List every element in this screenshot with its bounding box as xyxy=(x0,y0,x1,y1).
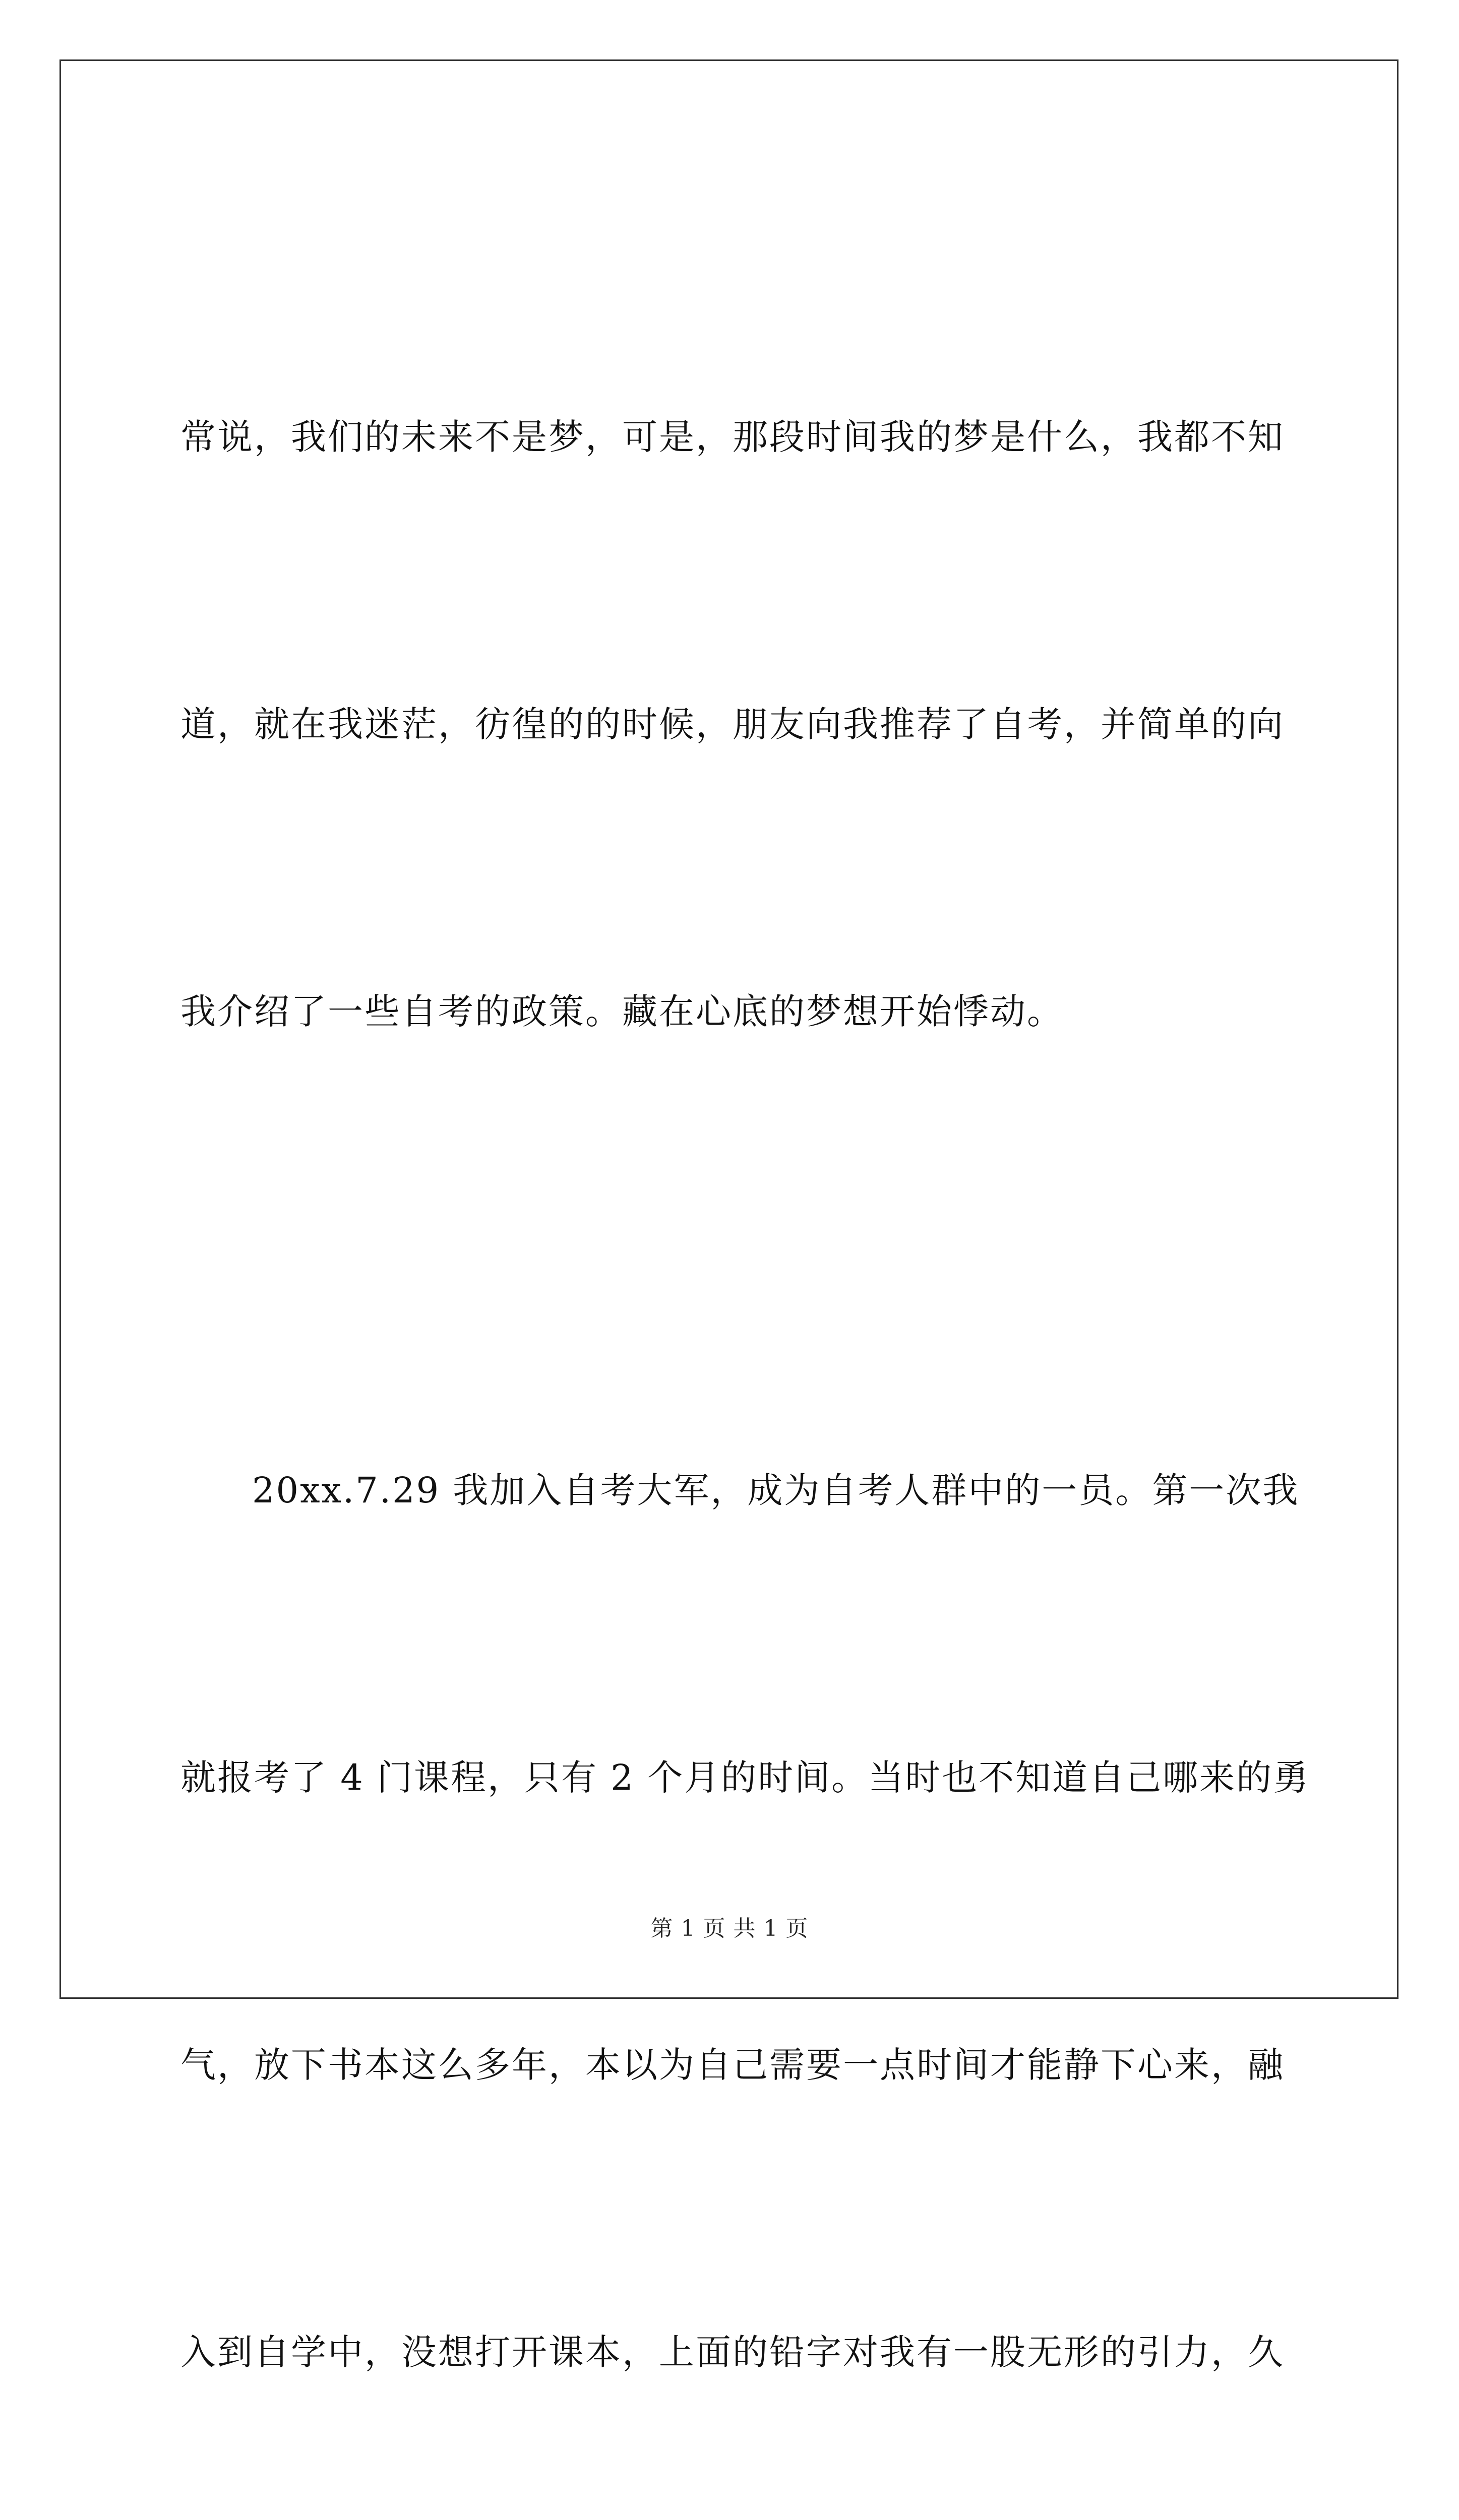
paragraph-2-line-3: 气，放下书本这么多年，本以为自己需要一点时间才能静下心来，融 xyxy=(180,2044,1285,2086)
paragraph-1 xyxy=(180,198,1310,1251)
paragraph-2-line-1-text: 20xx.7.29 我加入自考大军，成为自考人群中的一员。第一次我 xyxy=(252,1470,1300,1511)
paragraph-2 xyxy=(180,1251,1310,2520)
paragraph-1-line-1: 常说，我们的未来不是梦，可是，那段时间我的梦是什么，我都不知 xyxy=(180,416,1285,458)
paragraph-1-line-2: 道，就在我迷茫，彷徨的的时候，朋友向我推荐了自考，并简单的向 xyxy=(180,704,1285,745)
paragraph-1-line-3: 我介绍了一些自考的政策。藏在心底的梦想开始悸动。 xyxy=(180,991,1064,1032)
page-footer: 第 1 页 共 1 页 xyxy=(650,1916,809,1941)
paragraph-2-line-1 xyxy=(180,1442,1310,1538)
document-body xyxy=(180,198,1310,2520)
paragraph-2-line-2: 就报考了 4 门课程，只有 2 个月的时间。当时也不知道自己哪来的勇 xyxy=(180,1757,1310,1798)
paragraph-2-line-4: 入到自学中，没想打开课本，上面的铅字对我有一股无形的引力，久 xyxy=(180,2332,1285,2373)
